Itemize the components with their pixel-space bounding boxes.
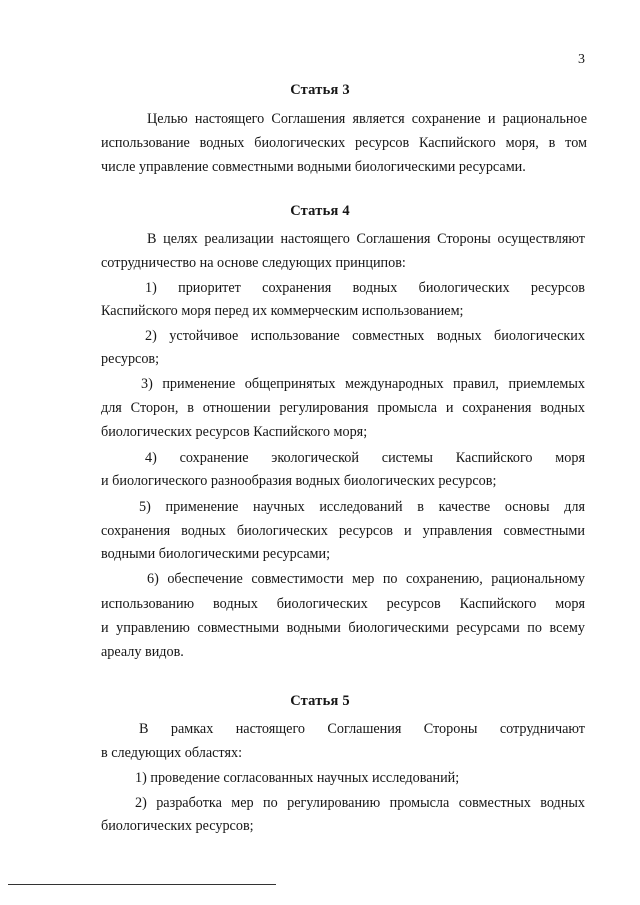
- article-5-line-4: 2) разработка мер по регулированию промысла совместных водных: [135, 795, 585, 811]
- page-number: 3: [578, 52, 585, 67]
- article-4-line-17: и управлению совместными водными биологическими ресурсами по всему: [101, 620, 585, 636]
- article-5-line-2: в следующих областях:: [101, 745, 243, 761]
- article-5-line-3: 1) проведение согласованных научных исследований;: [135, 770, 460, 786]
- article-3-line-1: Целью настоящего Соглашения является сохранение и рациональное: [147, 111, 587, 127]
- article-4-line-9: биологических ресурсов Каспийского моря;: [101, 424, 368, 440]
- article-4-line-16: использованию водных биологических ресурсов Каспийского моря: [101, 596, 585, 612]
- article-4-line-6: ресурсов;: [101, 351, 160, 367]
- article-4-heading: Статья 4: [290, 203, 350, 219]
- article-4-line-5: 2) устойчивое использование совместных водных биологических: [145, 328, 585, 344]
- article-3-line-3: числе управление совместными водными биологическими ресурсами.: [101, 159, 526, 175]
- article-4-line-8: для Сторон, в отношении регулирования промысла и сохранения водных: [101, 400, 585, 416]
- article-4-line-3: 1) приоритет сохранения водных биологических ресурсов: [145, 280, 585, 296]
- article-4-line-10: 4) сохранение экологической системы Каспийского моря: [145, 450, 585, 466]
- article-4-line-13: сохранения водных биологических ресурсов и управления совместными: [101, 523, 585, 539]
- article-4-line-1: В целях реализации настоящего Соглашения Стороны осуществляют: [147, 231, 585, 247]
- article-4-line-7: 3) применение общепринятых международных правил, приемлемых: [141, 376, 585, 392]
- article-4-line-11: и биологического разнообразия водных биологических ресурсов;: [101, 473, 497, 489]
- article-4-line-2: сотрудничество на основе следующих принципов:: [101, 255, 406, 271]
- article-3-heading: Статья 3: [290, 82, 350, 98]
- article-4-line-14: водными биологическими ресурсами;: [101, 546, 331, 562]
- article-5-heading: Статья 5: [290, 693, 350, 709]
- article-4-line-12: 5) применение научных исследований в качестве основы для: [139, 499, 585, 515]
- article-4-line-18: ареалу видов.: [101, 644, 184, 660]
- article-4-line-15: 6) обеспечение совместимости мер по сохранению, рациональному: [147, 571, 585, 587]
- article-5-line-5: биологических ресурсов;: [101, 818, 254, 834]
- footer-rule: [8, 884, 276, 885]
- article-5-line-1: В рамках настоящего Соглашения Стороны сотрудничают: [139, 721, 585, 737]
- article-3-line-2: использование водных биологических ресурсов Каспийского моря, в том: [101, 135, 587, 151]
- article-4-line-4: Каспийского моря перед их коммерческим использованием;: [101, 303, 464, 319]
